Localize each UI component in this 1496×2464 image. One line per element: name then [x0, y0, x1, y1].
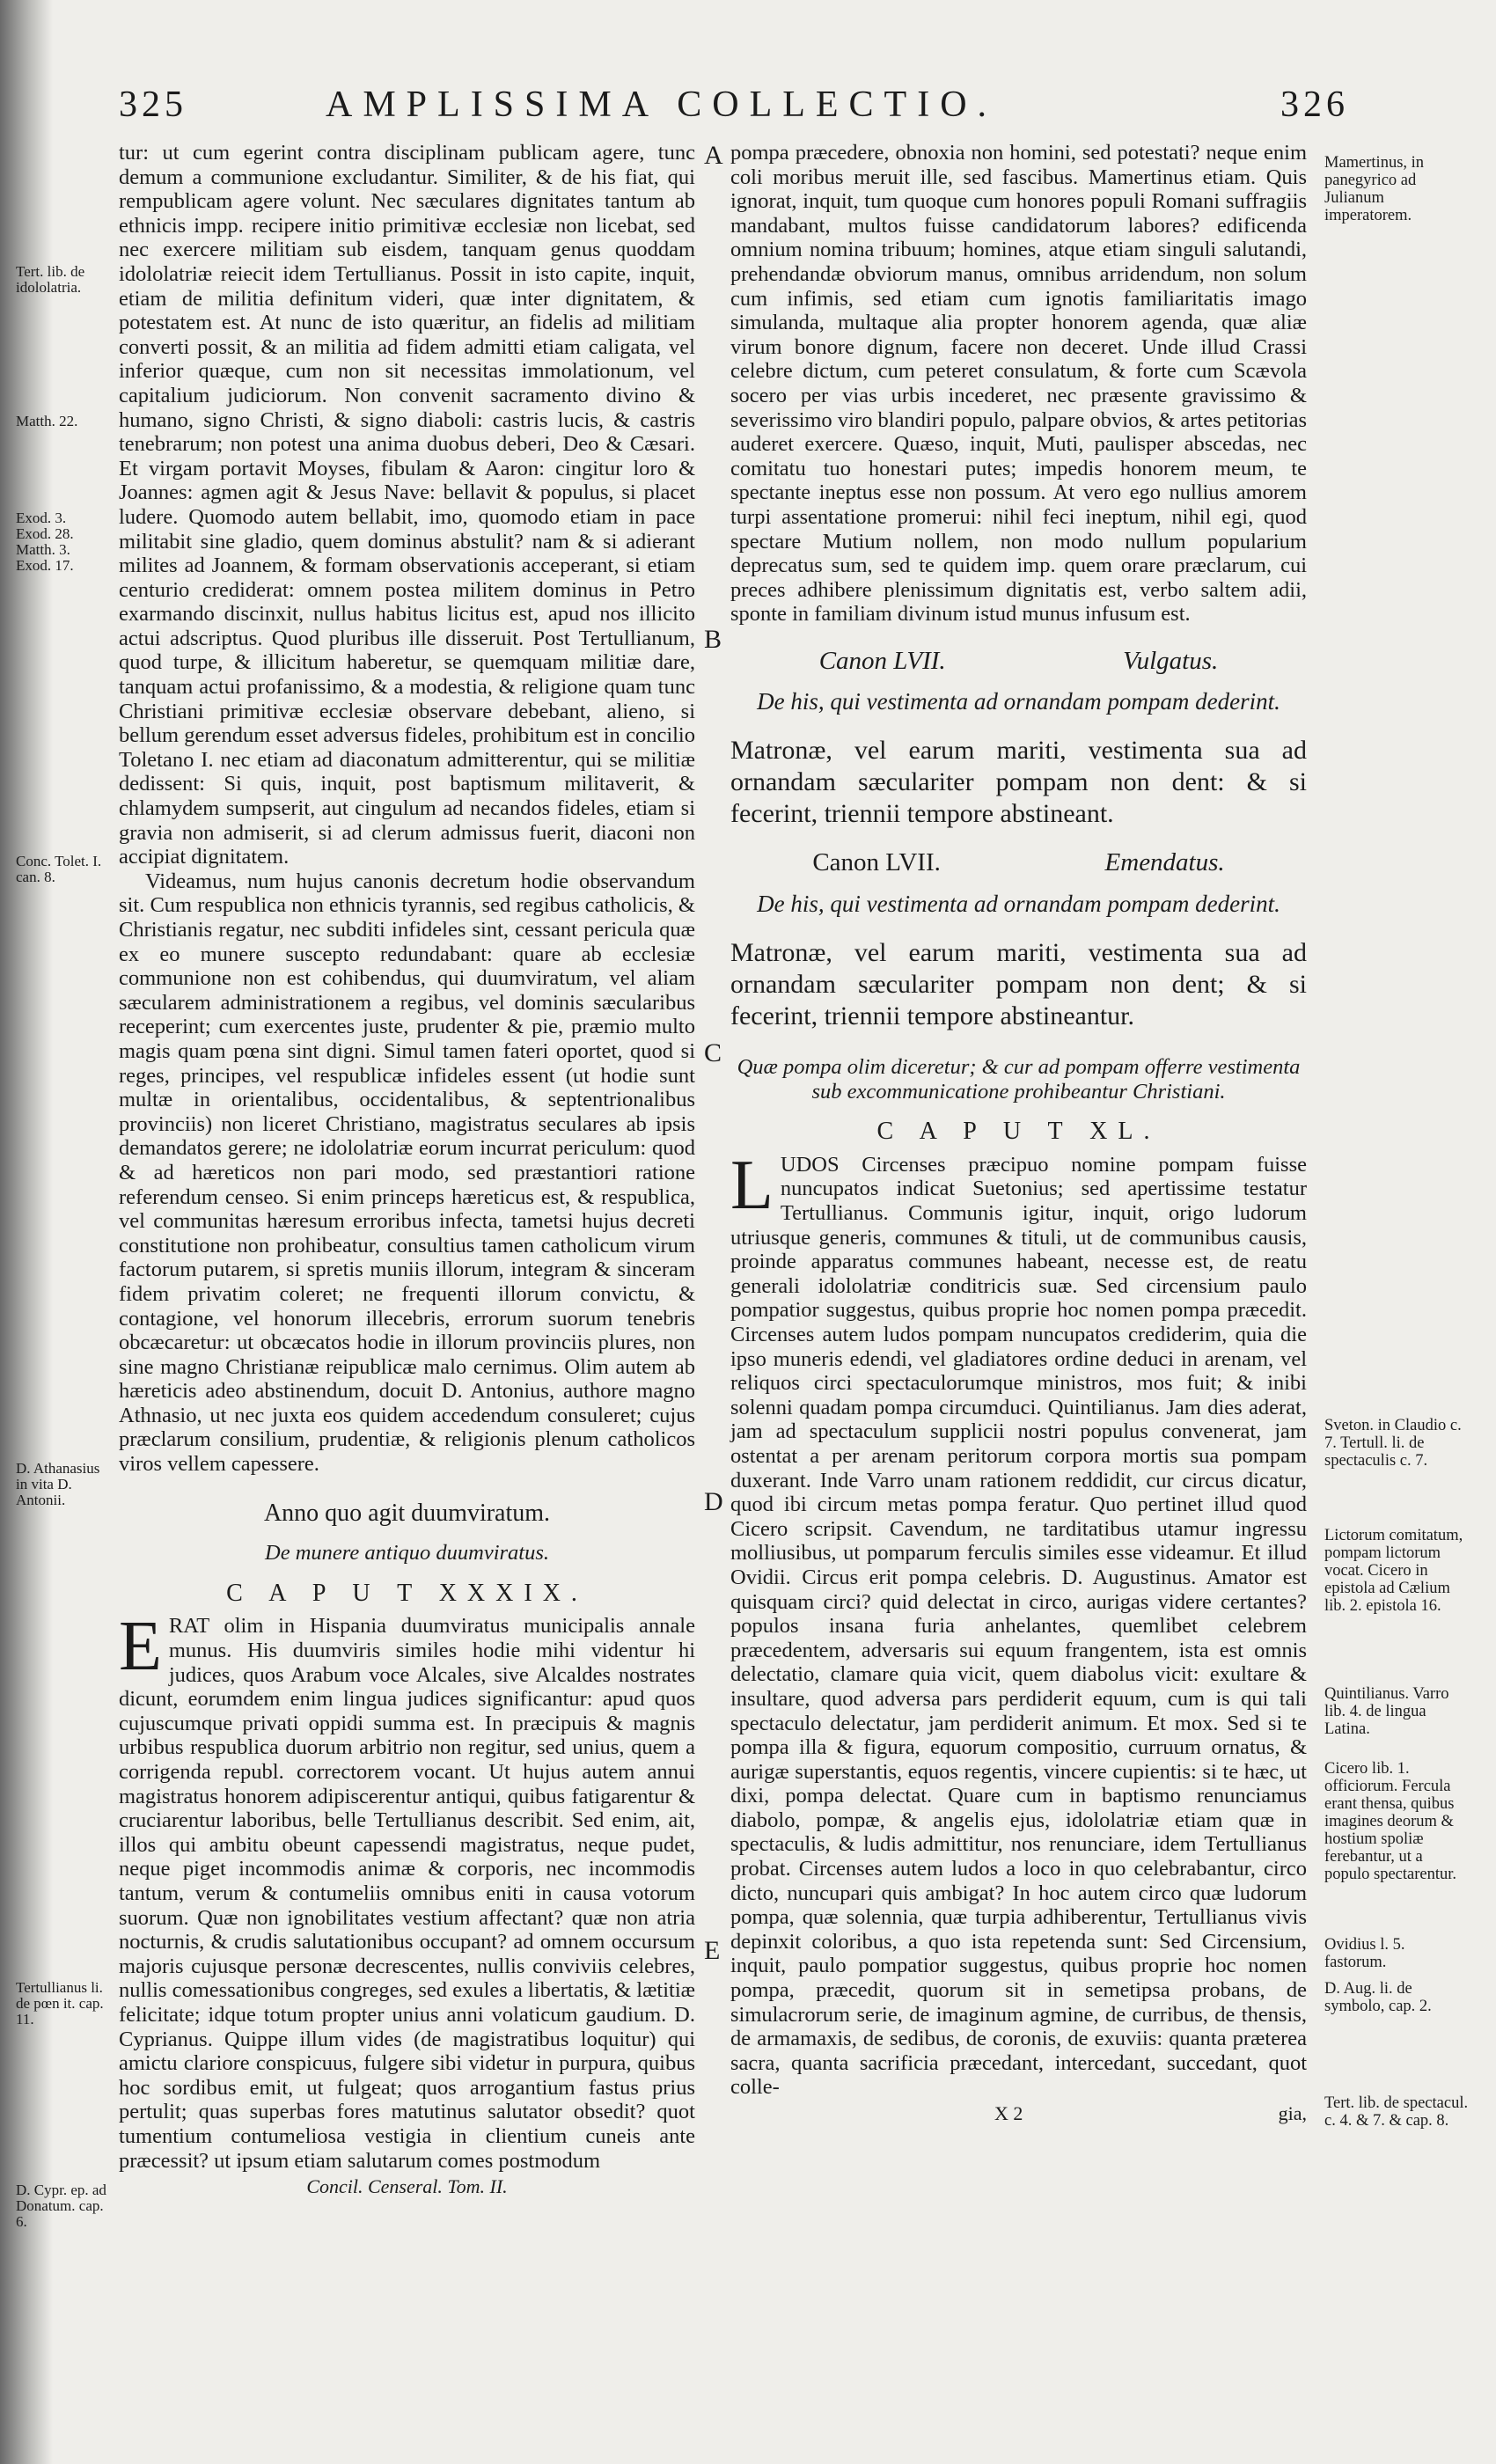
right-column [730, 141, 1307, 2126]
section-subheading: De munere antiquo duumviratus. [265, 1541, 549, 1566]
margin-note: D. Athanasius in vita D. Antonii. [16, 1460, 100, 1508]
paragraph: tur: ut cum egerint contra disciplinam publicam agere, tunc demum a communione excludantur. Similiter, & de his fiat, qui rempublicam agere volunt. Nec sæculares dignitates tantum ab ethnicis impp. recipere initio primitivæ ecclesiæ non licebat, sed nec exercere militiam sub eisdem, tanquam genus quoddam idololatriæ reiecit idem Tertullianus. Possit in isto capite, inquit, etiam de militia definitum videri, quæ inter dignitatem, & potestatem est. At nunc de isto quæritur, an fidelis ad militiam converti possit, & an militia ad fidem admitti etiam caligata, vel inferior quæque, cum non sit necessitas immolationum, vel capitalium judiciorum. Non convenit sacramento divino & humano, signo Christi, & signo diaboli: castris lucis, & castris tenebrarum; non potest una anima duobus deberi, Deo & Cæsari. Et virgam portavit Moyses, fibulam & Aaron: cingitur loro & Joannes: agmen agit & Jesus Nave: bellavit & populus, si placet ludere. Quomodo autem bellabit, imo, quomodo etiam in pace militabit sine gladio, quem dominus abstulit? nam & si adierant milites ad Joannem, & formam observationis acceperant, si etiam centurio crediderat: omnem postea militem dominus in Petro exarmando discinxit, nullus habitus licitus est, apud nos illicito actui adscriptus. Quod pluribus ille disseruit. Post Tertullianum, quod turpe, & illicitum haberetur, se quemquam militiæ dare, tanquam actui profanissimo, & a modestia, & religione quam tunc Christiani primitivæ ecclesiæ observare debebant, alieno, si bellum gerendum esset adversus fideles, prohibitum est in concilio Toletano I. nec etiam ad diaconatum admitterentur, qui se militiæ dedissent: Si quis, inquit, post baptismum militaverit, & chlamydem sumpserit, aut cingulum ad necandos fideles, etiam si gravia non admiserit, si ad clerum admissus fuerit, diaconi non accipiat dignitatem. [119, 141, 695, 869]
canon-version: Vulgatus. [1123, 646, 1219, 675]
chapter-heading: C A P U T XL. [876, 1118, 1161, 1146]
canon-title: De his, qui vestimenta ad ornandam pompam dederint. [757, 891, 1280, 918]
margin-note: Matth. 22. [16, 413, 78, 429]
margin-note: Tert. lib. de idololatria. [16, 263, 85, 296]
margin-note: Tert. lib. de spectacul. c. 4. & 7. & cap. 8. [1324, 2094, 1469, 2130]
canon-text: Matronæ, vel earum mariti, vestimenta sua ad ornandam sæculariter pompam non dent: & si fecerint, triennii tempore abstineant. [730, 736, 1307, 829]
margin-note: Lictorum comitatum, pompam lictorum vocat. Cicero in epistola ad Cælium lib. 2. epistola 16. [1324, 1527, 1463, 1615]
drop-cap: E [119, 1608, 162, 1686]
left-page-number: 325 [119, 84, 187, 125]
canon-number: Canon LVII. [812, 848, 941, 877]
margin-note: Conc. Tolet. I. can. 8. [16, 853, 102, 885]
paragraph: RAT olim in Hispania duumviratus municipalis annale munus. His duumviris similes hodie mihi videntur hi judices, quos Arabum voce Alcales, sive Alcaldes nostrates dicunt, eorumdem enim lingua judices significantur: apud quos cujuscumque privati oppidi summa est. In præcipuis & magnis urbibus respublica duorum arbitrio non regitur, sed unius, quem a corrigenda republ. correctorem vocant. Ut hujus autem annui magistratus honorem adipiscerentur antiqui, quibus fatigarentur & cruciarentur laboribus, belle Tertullianus describit. Sed enim, ait, illos qui ambitu obeunt capessendi magistratus, neque pudet, neque piget incommodis animæ & corporis, nec incommodis tantum, verum & contumeliis omnibus eniti in causa votorum suorum. Quæ non ignobilitates vestium affectant? quæ non atria nocturnis, & crudis salutationibus occupant? ad omnem occursum majoris cujusque personæ decrescentes, nullis conviviis celebres, nullis comessationibus congreges, sed exules a libertatis, & lætitiæ felicitate; idque totum propter unius anni volaticum gaudium. D. Cyprianus. Quippe illum vides (de magistratibus loquitur) qui amictu clariore conspicuus, fulgere sibi videtur in purpura, quibus hoc sordibus emit, ut fulgeat; quos arrogantium fastus prius pertulit; quas superbas fores matutinus salutator obsedit? quot tumentium contumeliosa vestigia in clientium cuneis ante præcessit? ut ipsum etiam salutarum comes postmodum [119, 1614, 695, 2173]
section-letter-e: E [704, 1936, 721, 1965]
margin-note: Quintilianus. Varro lib. 4. de lingua Latina. [1324, 1685, 1449, 1738]
signature-mark: X 2 [994, 2102, 1023, 2124]
canon-version: Emendatus. [1104, 848, 1225, 877]
margin-note: Ovidius l. 5. fastorum. [1324, 1936, 1405, 1971]
section-letter-d: D [704, 1487, 723, 1516]
canon-text: Matronæ, vel earum mariti, vestimenta sua ad ornandam sæculariter pompam non dent; & si fecerint, triennii tempore abstineantur. [730, 938, 1307, 1031]
margin-note: Exod. 3. Exod. 28. Matth. 3. Exod. 17. [16, 510, 74, 574]
right-page-number: 326 [1280, 84, 1349, 125]
chapter-heading: C A P U T XXXIX. [226, 1579, 588, 1607]
section-letter-c: C [704, 1038, 722, 1067]
canon-title: De his, qui vestimenta ad ornandam pompam dederint. [757, 688, 1280, 715]
margin-note: D. Aug. li. de symbolo, cap. 2. [1324, 1980, 1432, 2015]
catchword: gia, [1278, 2102, 1307, 2124]
drop-cap: L [730, 1146, 774, 1224]
paragraph: Videamus, num hujus canonis decretum hodie observandum sit. Cum respublica non ethnicis tyrannis, sed regibus catholicis, & Christianis regatur, nec subditi infideles sint, cessant pericula quæ ex eo munere suscepto redundabant: quare ab ecclesiæ communione non est cohibendus, qui duumviratum, vel aliam sæcularem administrationem a regibus, vel dominis sæcularibus receperint; cum exercentes juste, prudenter & pie, præmio multo magis quam pœna sint digni. Simul tamen fateri oportet, quod si reges, principes, vel respublicæ infideles essent (ut hodie sunt multæ in orientalibus, occidentalibus, & septentrionalibus provinciis) non liceret Christiano, magistratus seculares ab ipsis demandatos gerere; ne idololatriæ eorum incurrat periculum: quod & ad hæreticos non pari modo, sed præstantiori ratione referendum censeo. Si enim princeps hæreticus est, & respublica, vel communitas hæresum erroribus infecta, tametsi hujus decreti constitutione non prohibeatur, consultius tamen catholicum virum factorum putarem, si spretis muniis illorum, integram & sinceram fidem privatim coleret; ne frequenti illorum convictu, & contagione, vel honorum illecebris, errorum suorum tenebris obcæcaretur: ut obcæcatos hodie in illorum provinciis plures, non sine magno Christianæ reipublicæ malo cernimus. Olim autem ab hæreticis adeo abstinendum, docuit D. Antonius, authore magno Athnasio, ut nec juxta eos quidem accedendum consuleret; cujus præclarum consilium, prudentiæ, & religionis plenum catholicos viros vellem capessere. [119, 869, 695, 1477]
section-letter-a: A [704, 141, 723, 170]
chapter-summary: Quæ pompa olim diceretur; & cur ad pompam offerre vestimenta sub excommunicatione prohibeantur Christiani. [737, 1055, 1301, 1104]
margin-note: Mamertinus, in panegyrico ad Julianum imperatorem. [1324, 154, 1425, 224]
page-footer: Concil. Censeral. Tom. II. [306, 2175, 508, 2198]
margin-note: D. Cypr. ep. ad Donatum. cap. 6. [16, 2182, 106, 2230]
margin-note: Tertullianus li. de pœn it. cap. 11. [16, 1979, 104, 2028]
section-heading: Anno quo agit duumviratum. [263, 1499, 551, 1527]
book-gutter-shadow [0, 0, 53, 2464]
canon-heading-vulgatus [730, 646, 1307, 675]
paragraph: pompa præcedere, obnoxia non homini, sed potestati? neque enim coli moribus meruit ille, sed fascibus. Mamertinus etiam. Quis ignorat, inquit, tum quoque cum honores populi Romani suffragiis mandabant, multos fuisse candidatorum labores? edificenda omnium nomina tribuum; homines, atque etiam singuli salutandi, prehendandæ obviorum manus, omnibus arridendum, non solum cum infimis, sed etiam cum ignotis familiaritatis imago simulanda, multaque alia propter honorem agenda, quæ aliæ virum bonore dignum, facere non deceret. Unde illud Crassi celebre dictum, cum peteret consulatum, & forte cum Scævola socero per vias urbis incederet, nec præsente gravissimo & severissimo viro blandiri populo, palpare obvios, & artes petitorias auderet exercere. Quæso, inquit, Muti, paulisper abscedas, nec comitatu tuo honestari putes; impedis honorem meum, te spectante ineptus esse non possum. At vero ego nullius amorem turpi assentatione promerui: nihil feci ineptum, nihil egi, quod spectare Mutium nollem, non modo nullum popularium deprecatus sum, sed te quidem imp. quem orare præclarum, cui preces adhibere plenissimum dignitatis est, verbo saltem adii, sponte in familiam divinum istud munus infusum est. [730, 141, 1307, 627]
section-letter-b: B [704, 625, 722, 654]
canon-number: Canon LVII. [818, 646, 946, 675]
canon-heading-emendatus [730, 848, 1307, 877]
page-footer [730, 2101, 1307, 2126]
left-column [119, 141, 695, 2199]
paragraph: UDOS Circenses præcipuo nomine pompam fuisse nuncupatos indicat Suetonius; sed apertissime testatur Tertullianus. Communis igitur, inquit, origo ludorum utriusque generis, communes & tituli, ut de communibus causis, proinde apparatus communes habeant, necesse est, de reatu generali idololatriæ conditricis suæ. Sed circensium paulo pompatior suggestus, quibus proprie hoc nomen pompa præcedit. Circenses autem ludos pompam nuncupatos crediderim, quia die ipso muneris edendi, vel gladiatores ordine deduci in arenam, vel reliquos circi spectaculorumque ministros, mos fuit; & inibi solenni quadam pompa circumduci. Quintilianus. Jam dies aderat, jam ad spectaculum supplicii nostri populus convenerat, jam ostentat a per arenam peritorum corpora mortis sua pompam duxerant. Inde Varro unam rationem reddidit, cur circus dicatur, quod ibi circum metas pompa feratur. Quo pertinet illud quod Cicero scripsit. Cavendum, ne tarditatibus utamur ingressu molliusibus, ut pomparum ferculis similes esse videamur. Et illud Ovidii. Circus erit pompa celebris. D. Augustinus. Amator est quisquam circi? quid delectat in circo, aurigas videre certantes? populos insana furia anhelantes, quemlibet celebrem præcedentem, adversaris sui equum frangentem, ista est omnis delectatio, clamare quia vicit, quem diabolus vicit: exultare & insultare, quod adversa pars perdiderit equum, cum is qui tali spectaculo delectatur, jam perdiderit animum. Et mox. Sed si te pompa illa & figura, equorum compositio, curruum ornatus, & aurigæ superstantis, equos regentis, vincere cupientis: si te hæc, ut dixi, pompa delectat. Quare cum in baptismo renunciamus diabolo, pompæ, & angelis ejus, idololatriæ etiam quæ in spectaculis, & ludis admittitur, nos renunciare, idem Tertullianus probat. Circenses autem ludos a loco in quo celebrabantur, circo dicto, nuncupari quis ambigat? In hoc autem circo quæ ludorum pompa, quæ solennia, quæ turpia adhiberentur, Tertullianus vivis depinxit coloribus, a quo ista repetenda sunt: Sed Circensium, inquit, paulo pompatior suggestus, quibus proprie hoc nomen pompa, præcedit, quorum sit in semetipsa probans, de simulacrorum serie, de imaginum agmine, de curribus, de thensis, de armamaxis, de sedibus, de coronis, de exuviis: quanta præterea sacra, quanta sacrificia præcedant, intercedant, succedant, quot colle- [730, 1152, 1307, 2100]
margin-note: Sveton. in Claudio c. 7. Tertull. li. de spectaculis c. 7. [1324, 1417, 1462, 1470]
running-title: AMPLISSIMA COLLECTIO. [326, 84, 998, 125]
margin-note: Cicero lib. 1. officiorum. Fercula erant thensa, quibus imagines deorum & hostium spoliæ ferebantur, ut a populo spectarentur. [1324, 1760, 1457, 1883]
